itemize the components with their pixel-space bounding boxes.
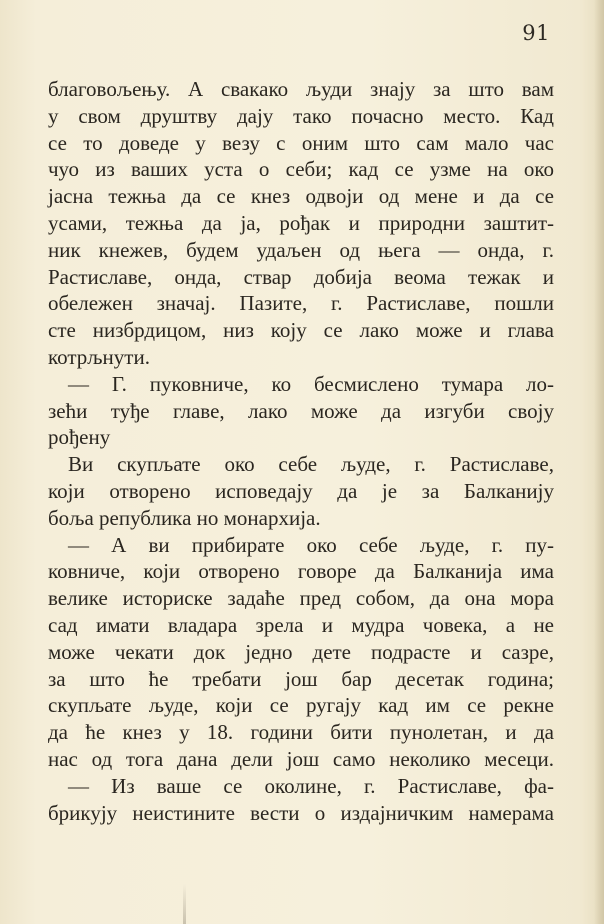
text-line: сад имати владара зрела и мудра човека, а не <box>48 612 554 637</box>
page-number: 91 <box>522 21 550 45</box>
text-line: у свом друштву дају тако почасно место. Кад <box>48 103 554 128</box>
text-line: боља република но монархија. <box>48 505 321 530</box>
text-line: рођену <box>48 425 111 450</box>
text-line: благовољењу. А свакако људи знају за што вам <box>48 77 554 101</box>
text-line: се то доведе у везу с оним што сам мало час <box>48 130 554 155</box>
text-line: котрљнути. <box>48 344 150 369</box>
paper-crease <box>183 884 186 924</box>
text-line: нас од тога дана дели још само неколико месеци. <box>48 746 554 771</box>
page-edge-shadow <box>594 0 604 924</box>
body-text <box>48 76 554 826</box>
text-line: — А ви прибирате око себе људе, г. пу- <box>68 532 554 557</box>
text-line: чуо из ваших уста о себи; кад се узме на око <box>48 157 554 182</box>
text-line: који отворено исповедају да је за Балканију <box>48 478 554 503</box>
text-line: ковниче, који отворено говоре да Балканија има <box>48 559 554 584</box>
text-line: Растиславе, онда, ствар добија веома тежак и <box>48 264 554 289</box>
text-line: — Г. пуковниче, ко бесмислено тумара ло- <box>68 371 554 396</box>
text-line: зећи туђе главе, лако може да изгуби своју <box>48 398 554 423</box>
text-line: — Из ваше се околине, г. Растиславе, фа- <box>68 773 554 798</box>
text-line: јасна тежња да се кнез одвоји од мене и да се <box>48 184 554 209</box>
text-line: ник кнежев, будем удаљен од њега — онда, г. <box>48 237 554 262</box>
text-line: Ви скупљате око себе људе, г. Растиславе, <box>68 452 554 477</box>
text-line: да ће кнез у 18. години бити пунолетан, и да <box>48 720 554 745</box>
text-line: велике историске задаће пред собом, да она мора <box>48 586 554 611</box>
text-line: брикују неистините вести о издајничким намерама <box>48 800 554 825</box>
text-line: скупљате људе, који се ругају кад им се рекне <box>48 693 554 718</box>
text-line: за што ће требати још бар десетак година; <box>48 666 554 691</box>
text-line: усами, тежња да ја, рођак и природни заштит- <box>48 210 554 235</box>
text-line: сте низбрдицом, низ коју се лако може и глава <box>48 318 554 343</box>
text-line: може чекати док једно дете подрасте и сазре, <box>48 639 554 664</box>
text-line: обележен значај. Пазите, г. Растиславе, пошли <box>48 291 554 316</box>
